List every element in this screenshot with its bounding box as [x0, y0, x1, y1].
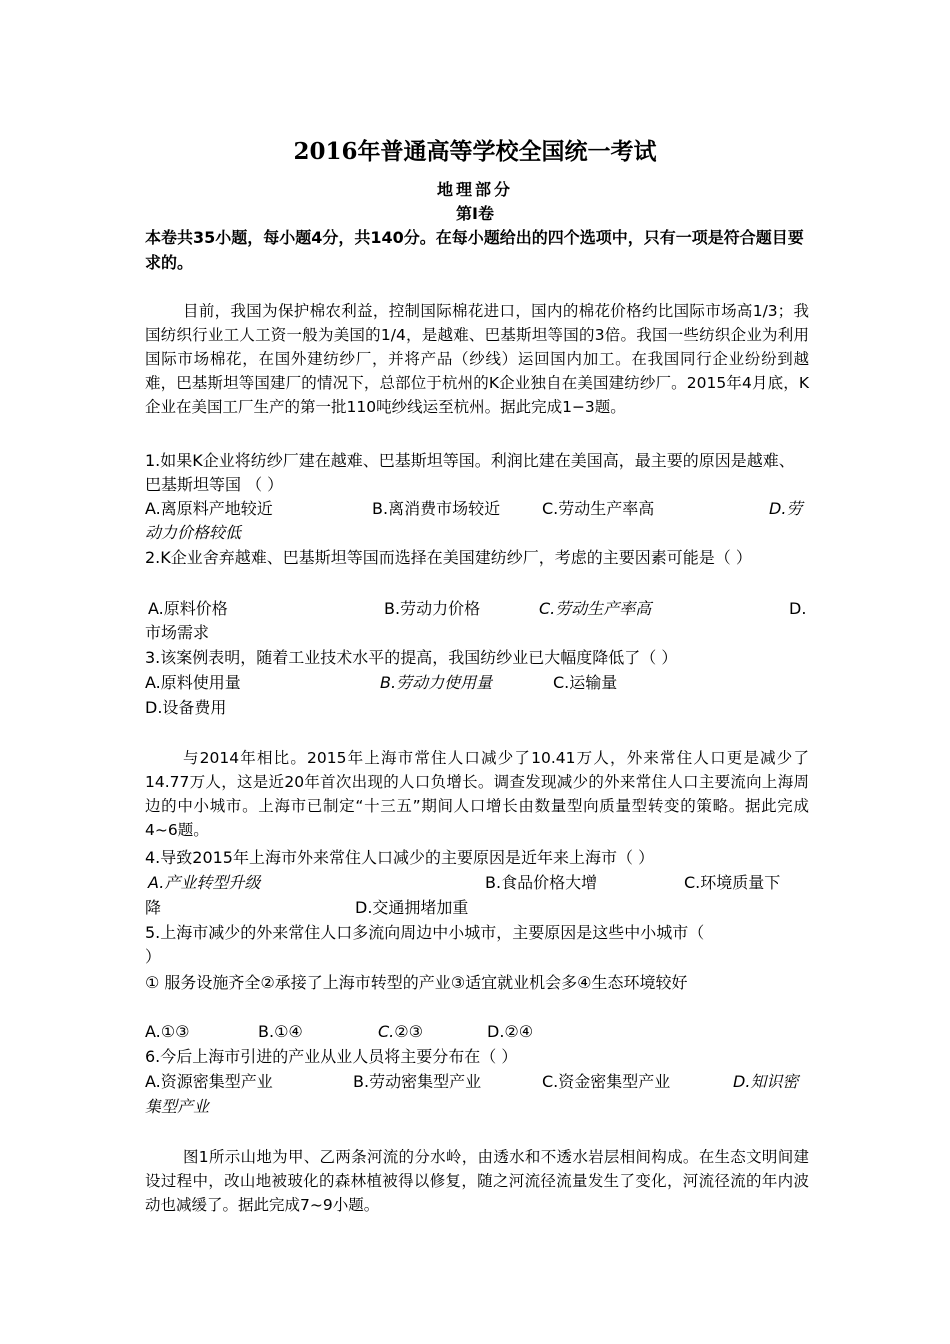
q3-option-b: B.劳动力使用量 [380, 673, 493, 692]
q2-option-a: A.原料价格 [148, 599, 228, 618]
q3-option-d: D.设备费用 [145, 698, 227, 717]
q1-option-a: A.离原料产地较近 [145, 499, 273, 518]
q6-option-d-cont: 集型产业 [145, 1097, 210, 1116]
q3-option-c: C.运输量 [553, 673, 618, 692]
q2-option-d-cont: 市场需求 [145, 623, 210, 642]
q5-statements: ① 服务设施齐全②承接了上海市转型的产业③适宜就业机会多④生态环境较好 [145, 973, 688, 992]
q1-option-d: D.劳 [769, 499, 803, 518]
q4-option-d: D.交通拥堵加重 [355, 898, 469, 917]
q5-option-d: D.②④ [487, 1022, 534, 1041]
question-5-stem: 5.上海市减少的外来常住人口多流向周边中小城市，主要原因是这些中小城市（ [145, 923, 705, 942]
q3-option-a: A.原料使用量 [145, 673, 241, 692]
q2-option-c: C.劳动生产率高 [539, 599, 652, 618]
q6-option-a: A.资源密集型产业 [145, 1072, 273, 1091]
exam-title: 2016年普通高等学校全国统一考试 [293, 138, 657, 165]
question-2-stem: 2.K企业舍弃越难、巴基斯坦等国而选择在美国建纺纱厂，考虑的主要因素可能是（ ） [145, 548, 752, 567]
passage-3: 图1所示山地为甲、乙两条河流的分水岭，由透水和不透水岩层相间构成。在生态文明间建设过程中，改山地被玻化的森林植被得以修复，随之河流径流量发生了变化，河流径流的年内波动也减缓了。据此完成7~9小题。 [145, 1148, 809, 1214]
question-4-stem: 4.导致2015年上海市外来常住人口减少的主要原因是近年来上海市（ ） [145, 848, 655, 867]
question-3-stem: 3.该案例表明，随着工业技术水平的提高，我国纺纱业已大幅度降低了（ ） [145, 648, 678, 667]
q1-option-c: C.劳动生产率高 [542, 499, 655, 518]
question-1-stem: 1.如果K企业将纺纱厂建在越难、巴基斯坦等国。利润比建在美国高，最主要的原因是越难、巴基斯坦等国 （ ） [145, 451, 795, 494]
q4-option-a: A.产业转型升级 [148, 873, 261, 892]
q5-option-a: A.①③ [145, 1022, 190, 1041]
passage-1: 目前，我国为保护棉农利益，控制国际棉花进口，国内的棉花价格约比国际市场高1/3；我国纺织行业工人工资一般为美国的1/4，是越难、巴基斯坦等国的3倍。我国一些纺织企业为利用国际市场棉花，在国外建纺纱厂，并将产品（纱线）运回国内加工。在我国同行企业纷纷到越难，巴基斯坦等国建厂的情况下，总部位于杭州的K企业独自在美国建纺纱厂。2015年4月底，K企业在美国工厂生产的第一批110吨纱线运至杭州。据此完成1−3题。 [145, 302, 809, 416]
q5-option-c: C.②③ [378, 1022, 423, 1041]
q6-option-b: B.劳动密集型产业 [353, 1072, 482, 1091]
q4-option-b: B.食品价格大增 [485, 873, 598, 892]
question-5-stem-cont: ） [145, 947, 162, 966]
q1-option-b: B.离消费市场较近 [372, 499, 501, 518]
q4-option-c: C.环境质量下 [684, 873, 781, 892]
section-volume: 第Ⅰ卷 [456, 204, 494, 223]
passage-2: 与2014年相比。2015年上海市常住人口减少了10.41万人，外来常住人口更是减少了14.77万人，这是近20年首次出现的人口负增长。调查发现减少的外来常住人口主要流向上海周边的中小城市。上海市已制定“十三五”期间人口增长由数量型向质量型转变的策略。据此完成4~6题。 [145, 749, 809, 839]
q4-option-c-cont: 降 [145, 898, 162, 917]
q1-option-d-cont: 动力价格较低 [145, 523, 242, 542]
q5-option-b: B.①④ [258, 1022, 303, 1041]
q6-option-d: D.知识密 [733, 1072, 799, 1091]
instructions: 本卷共35小题，每小题4分，共140分。在每小题给出的四个选项中，只有一项是符合题目要求的。 [145, 228, 804, 272]
section-part: 地理部分 [436, 180, 513, 199]
q6-option-c: C.资金密集型产业 [542, 1072, 671, 1091]
q2-option-b: B.劳动力价格 [384, 599, 481, 618]
q2-option-d: D. [789, 599, 807, 618]
question-6-stem: 6.今后上海市引进的产业从业人员将主要分布在（ ） [145, 1047, 518, 1066]
